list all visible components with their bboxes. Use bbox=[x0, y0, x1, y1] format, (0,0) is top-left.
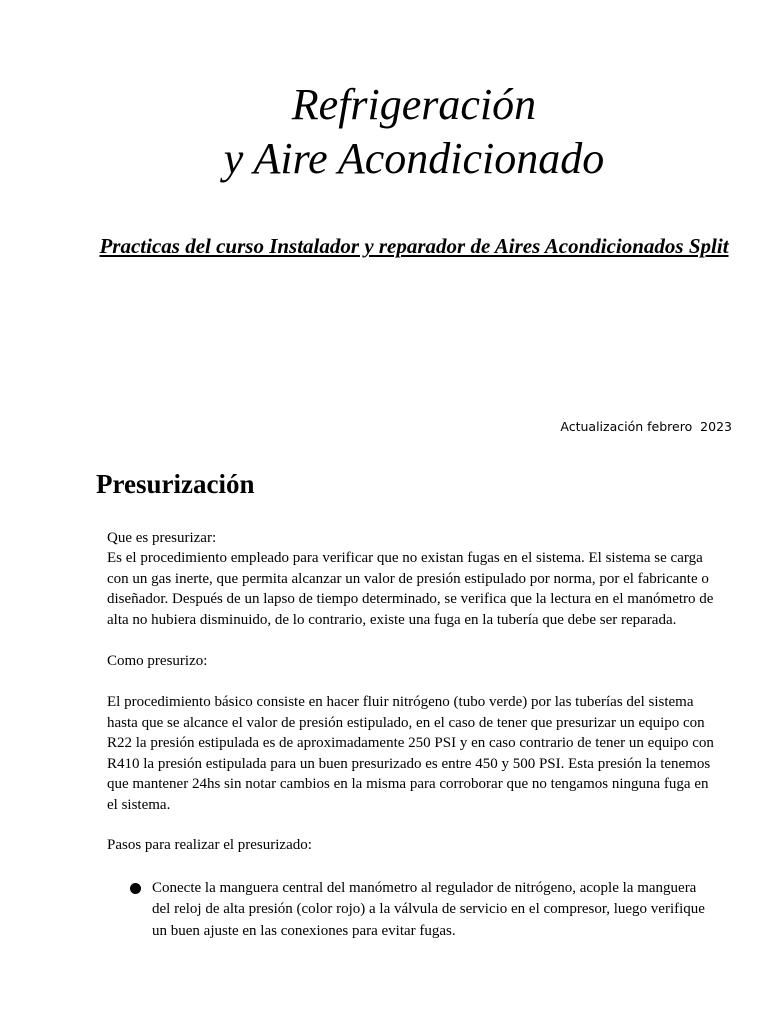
steps-label: Pasos para realizar el presurizado: bbox=[107, 837, 312, 853]
question-label-what: Que es presurizar: bbox=[107, 530, 217, 546]
document-subtitle: Practicas del curso Instalador y reparador de Aires Acondicionados Split bbox=[99, 234, 729, 258]
paragraph-procedure: El procedimiento básico consiste en hacer fluir nitrógeno (tubo verde) por las tuberías del sistema hasta que se alcance el valor de presión estipulado, en el caso de tener que presurizar un equipo con R22 la presión estipulada es de aproximadamente 250 PSI y en caso contrario de tener un equipo con R410 la presión estipulada para un buen presurizado es entre 450 y 500 PSI. Esta presión la tenemos que mantener 24hs sin notar cambios en la misma para corroborar que no tengamos ninguna fuga en el sistema. bbox=[107, 694, 714, 813]
update-note: Actualización febrero 2023 bbox=[560, 419, 732, 434]
step-text: Conecte la manguera central del manómetro al regulador de nitrógeno, acople la manguera del reloj de alta presión (color rojo) a la válvula de servicio en el compresor, luego verifique un buen ajuste en las conexiones para evitar fugas. bbox=[152, 880, 705, 939]
steps-list bbox=[130, 878, 715, 942]
bullet-icon bbox=[130, 883, 141, 894]
title-line-2: y Aire Acondicionado bbox=[223, 134, 605, 183]
section-heading: Presurización bbox=[96, 469, 255, 499]
question-label-how: Como presurizo: bbox=[107, 653, 208, 669]
list-item bbox=[130, 878, 715, 942]
document-title bbox=[0, 78, 768, 186]
title-line-1: Refrigeración bbox=[291, 80, 537, 129]
paragraph-definition: Es el procedimiento empleado para verificar que no existan fugas en el sistema. El sistema se carga con un gas inerte, que permita alcanzar un valor de presión estipulado por norma, por el fabricante o diseñador. Después de un lapso de tiempo determinado, se verifica que la lectura en el manómetro de alta no hubiera disminuido, de lo contrario, existe una fuga en la tubería que debe ser reparada. bbox=[107, 550, 714, 628]
